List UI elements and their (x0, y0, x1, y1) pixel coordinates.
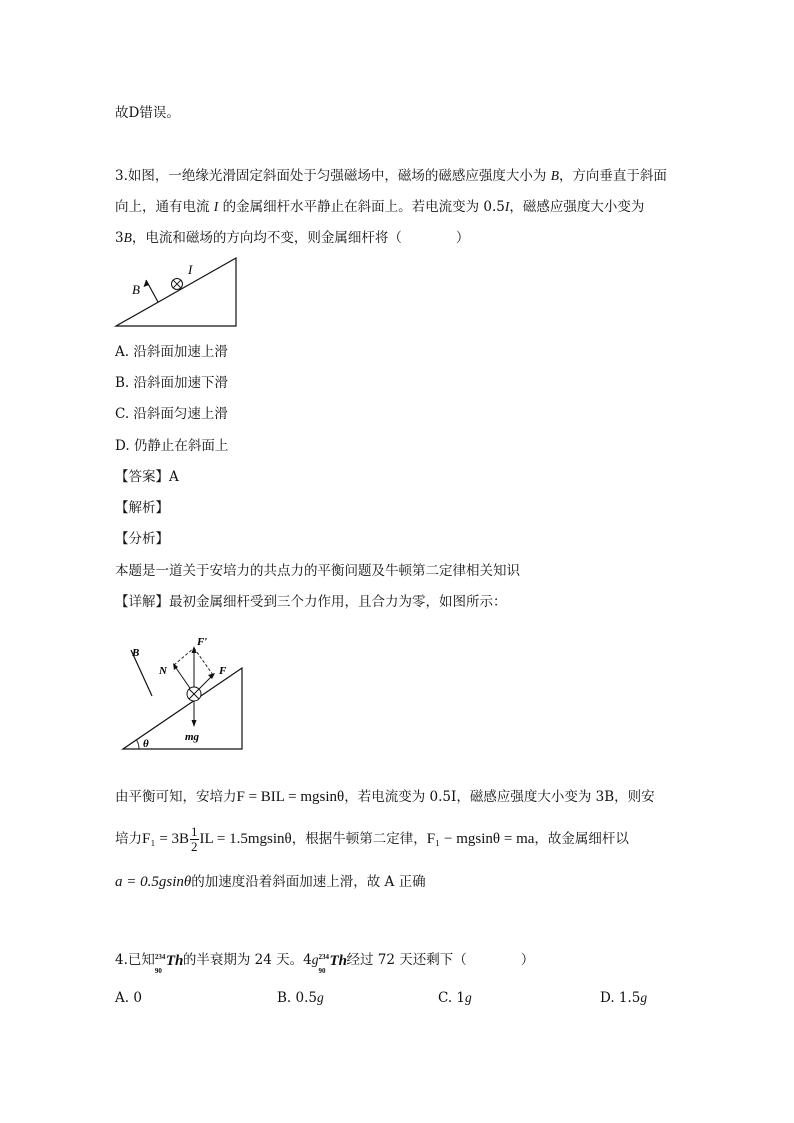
atomic-number: 90 (154, 966, 162, 975)
q4-stem (115, 950, 535, 975)
q3-stem-text: 向上，通有电流 (115, 199, 214, 215)
option-label: A. 0 (115, 990, 142, 1006)
sol-text: ，故金属细杆以 (534, 831, 629, 847)
option-label: B. 0.5 (277, 990, 317, 1006)
q3-stem-line1 (115, 166, 667, 186)
option-unit: g (465, 990, 472, 1005)
dashed-line (194, 648, 213, 675)
q4-option-c (438, 988, 472, 1008)
incline-triangle (123, 668, 242, 749)
sol-text: 培力 (115, 831, 142, 847)
label-b: B (132, 647, 140, 659)
q3-stem-text: ，磁感应强度大小变为 (509, 199, 645, 215)
solution-line2 (115, 822, 629, 856)
arrow-head-icon (192, 720, 197, 727)
q3-stem-line2 (115, 197, 644, 217)
equation: F₁ − mgsinθ = ma (426, 831, 535, 847)
q3-answer: 【答案】A (115, 469, 179, 485)
sol-text: ，若电流变为 0.5I，磁感应强度大小变为 3B，则安 (344, 789, 655, 805)
q4-stem-text: 的半衰期为 24 天。4 (182, 952, 312, 968)
sol-text: 的加速度沿着斜面加速上滑，故 A 正确 (191, 874, 426, 890)
var-i: I (504, 199, 510, 214)
label-i: I (188, 262, 193, 277)
mass-number: 234 (154, 952, 166, 961)
q3-stem-text: 的金属细杆水平静止在斜面上。若电流变为 0.5 (218, 199, 505, 215)
angle-arc (137, 740, 140, 749)
var-g: g (311, 952, 319, 967)
label-f: F (219, 665, 227, 677)
option-label: C. 1 (438, 990, 466, 1006)
label-b: B (132, 282, 140, 297)
var-b: B (550, 168, 559, 183)
q4-number: 4. (115, 952, 128, 968)
solution-line3 (115, 872, 426, 892)
option-unit: g (316, 990, 324, 1005)
nuclide-th (318, 951, 348, 975)
element-symbol: Th (329, 952, 348, 969)
mass-number: 234 (318, 952, 329, 961)
arrow-head-icon (192, 646, 197, 653)
incline-figure (110, 252, 245, 332)
q3-number: 3. (115, 168, 128, 184)
equation: F = BIL = mgsinθ (236, 789, 345, 805)
var-b: B (123, 230, 132, 245)
detail-text: 最初金属细杆受到三个力作用，且合力为零，如图所示： (169, 594, 507, 610)
fraction-half (190, 825, 199, 854)
q3-option-c: C. 沿斜面匀速上滑 (115, 406, 228, 422)
dashed-line (174, 648, 194, 665)
q3-stem-text: ，方向垂直于斜面 (558, 168, 667, 184)
label-n: N (159, 665, 167, 677)
q4-option-d (600, 988, 647, 1008)
q4-option-a (115, 988, 142, 1008)
label-f-prime: F′ (197, 636, 208, 648)
equation: a = 0.5gsinθ (115, 874, 192, 890)
solution-line1 (115, 787, 655, 807)
element-symbol: Th (165, 952, 184, 969)
var-i: I (213, 199, 219, 214)
arrow-head-icon (208, 673, 215, 679)
option-label: D. 1.5 (600, 990, 641, 1006)
option-unit: g (640, 990, 648, 1005)
q3-stem-text: ，电流和磁场的方向均不变，则金属细杆将（ ） (131, 230, 470, 246)
frac-num: 1 (191, 824, 198, 839)
q3-option-b: B. 沿斜面加速下滑 (115, 375, 229, 391)
equation: F₁ = 3B (142, 831, 190, 847)
q3-stem-text: 3 (115, 230, 124, 246)
sol-text: 由平衡可知，安培力 (115, 789, 237, 805)
q4-stem-text: 经过 72 天还剩下（ ） (346, 952, 535, 968)
q3-detail (115, 592, 507, 612)
q3-option-a: A. 沿斜面加速上滑 (115, 344, 228, 360)
q3-fenxi-text: 本题是一道关于安培力的共点力的平衡问题及牛顿第二定律相关知识 (115, 563, 520, 579)
atomic-number: 90 (318, 966, 326, 975)
q3-stem-line3 (115, 228, 469, 248)
top-line: 故D错误。 (115, 105, 180, 121)
nuclide-th (154, 951, 184, 975)
q4-option-b (277, 988, 324, 1008)
q3-analysis-head: 【解析】 (115, 500, 169, 516)
force-diagram (115, 628, 250, 753)
q3-fenxi-head: 【分析】 (115, 531, 169, 547)
label-mg: mg (185, 731, 200, 743)
sol-text: ，根据牛顿第二定律， (291, 831, 427, 847)
q4-stem-text: 已知 (127, 952, 155, 968)
q3-option-d: D. 仍静止在斜面上 (115, 438, 229, 454)
frac-den: 2 (191, 839, 198, 854)
q3-stem-text: 如图，一绝缘光滑固定斜面处于匀强磁场中，磁场的磁感应强度大小为 (127, 168, 551, 184)
label-theta: θ (143, 738, 149, 750)
equation: IL = 1.5mgsinθ (199, 831, 292, 847)
detail-head: 【详解】 (115, 594, 169, 610)
